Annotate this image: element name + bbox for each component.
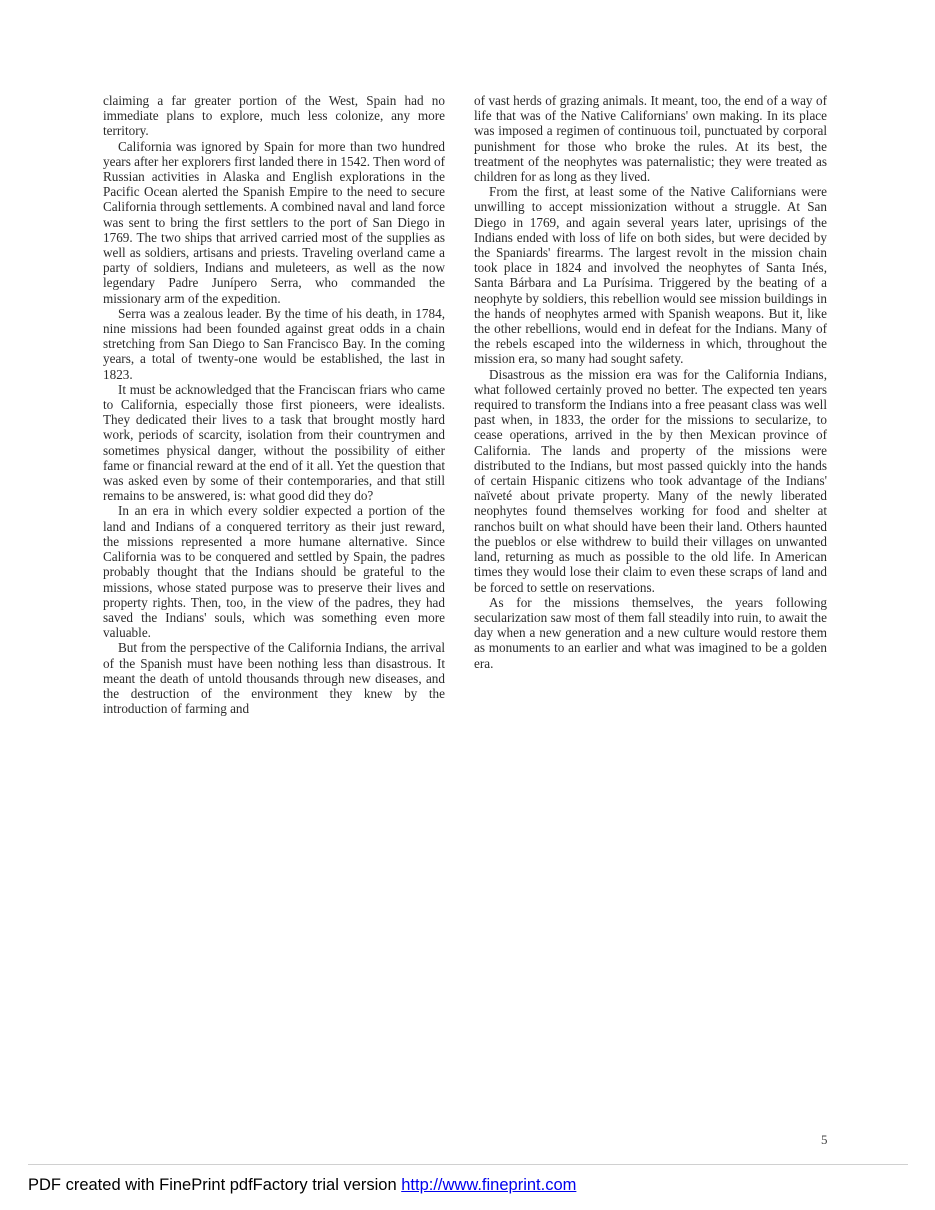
pdf-footer	[28, 1176, 576, 1195]
footer-link[interactable]: http://www.fineprint.com	[401, 1176, 577, 1194]
paragraph: From the first, at least some of the Native Californians were unwilling to accept missionization without a struggle. At San Diego in 1769, and again several years later, uprisings of the Indians ended with loss of life on both sides, but were decided by the Spaniards' firearms. The largest revolt in the mission chain took place in 1824 and involved the neophytes of Santa Inés, Santa Bárbara and La Purísima. Triggered by the beating of a neophyte by soldiers, this rebellion would see mission buildings in the hands of neophytes armed with Spanish weapons. But it, like the other rebellions, would end in defeat for the Indians. Many of the rebels escaped into the wilderness in which, throughout the mission era, so many had sought safety.	[474, 184, 827, 367]
paragraph: It must be acknowledged that the Franciscan friars who came to California, especially those first pioneers, were idealists. They dedicated their lives to a task that brought mostly hard work, periods of scarcity, isolation from their countrymen and sometimes physical danger, without the possibility of either fame or financial reward at the end of it all. Yet the question that was asked even by some of their contemporaries, and that still remains to be answered, is: what good did they do?	[103, 381, 445, 504]
page-number: 5	[821, 1132, 828, 1147]
paragraph: California was ignored by Spain for more than two hundred years after her explorers first landed there in 1542. Then word of Russian activities in Alaska and English explorations in the Pacific Ocean alerted the Spanish Empire to the need to secure California through settlements. A combined naval and land force was sent to bring the first settlers to the port of San Diego in 1769. The two ships that arrived carried most of the supplies as well as soldiers, artisans and priests. Traveling overland came a party of soldiers, Indians and muleteers, as well as the now legendary Padre Junípero Serra, who commanded the missionary arm of the expedition.	[103, 138, 445, 306]
paragraph: Serra was a zealous leader. By the time of his death, in 1784, nine missions had been founded against great odds in a chain stretching from San Diego to San Francisco Bay. In the coming years, a total of twenty-one would be established, the last in 1823.	[103, 305, 445, 382]
footer-text: PDF created with FinePrint pdfFactory trial version	[28, 1176, 402, 1194]
paragraph: As for the missions themselves, the years following secularization saw most of them fall steadily into ruin, to await the day when a new generation and a new culture would restore them as monuments to an earlier and what was imagined to be a golden era.	[474, 594, 827, 671]
right-column	[474, 93, 827, 671]
left-column	[103, 93, 445, 716]
paragraph: But from the perspective of the California Indians, the arrival of the Spanish must have been nothing less than disastrous. It meant the death of untold thousands through new diseases, and the destruction of the environment they knew by the introduction of farming and	[103, 640, 445, 717]
footer-divider	[28, 1164, 908, 1165]
paragraph: claiming a far greater portion of the West, Spain had no immediate plans to explore, much less colonize, any more territory.	[103, 93, 445, 139]
paragraph: of vast herds of grazing animals. It meant, too, the end of a way of life that was of the Native Californians' own making. In its place was imposed a regimen of continuous toil, punctuated by corporal punishment for those who broke the rules. At its best, the treatment of the neophytes was paternalistic; they were treated as children for as long as they lived.	[474, 93, 827, 185]
paragraph: Disastrous as the mission era was for the California Indians, what followed certainly proved no better. The expected ten years required to transform the Indians into a free peasant class was well past when, in 1833, the order for the missions to secularize, to cease operations, arrived in the by then Mexican province of California. The lands and property of the missions were distributed to the Indians, but most passed quickly into the hands of certain Hispanic citizens who took advantage of the Indians' naïveté about private property. Many of the newly liberated neophytes found themselves working for food and shelter at ranchos built on what should have been their land. Others haunted the pueblos or else withdrew to build their villages on unwanted land, returning as much as possible to the old life. In American times they would lose their claim to even these scraps of land and be forced to settle on reservations.	[474, 366, 827, 595]
paragraph: In an era in which every soldier expected a portion of the land and Indians of a conquered territory as their just reward, the missions represented a more humane alternative. Since California was to be conquered and settled by Spain, the padres probably thought that the Indians should be grateful to the missions, whose stated purpose was to preserve their lives and property rights. Then, too, in the view of the padres, they had saved the Indians' souls, which was something even more valuable.	[103, 503, 445, 641]
